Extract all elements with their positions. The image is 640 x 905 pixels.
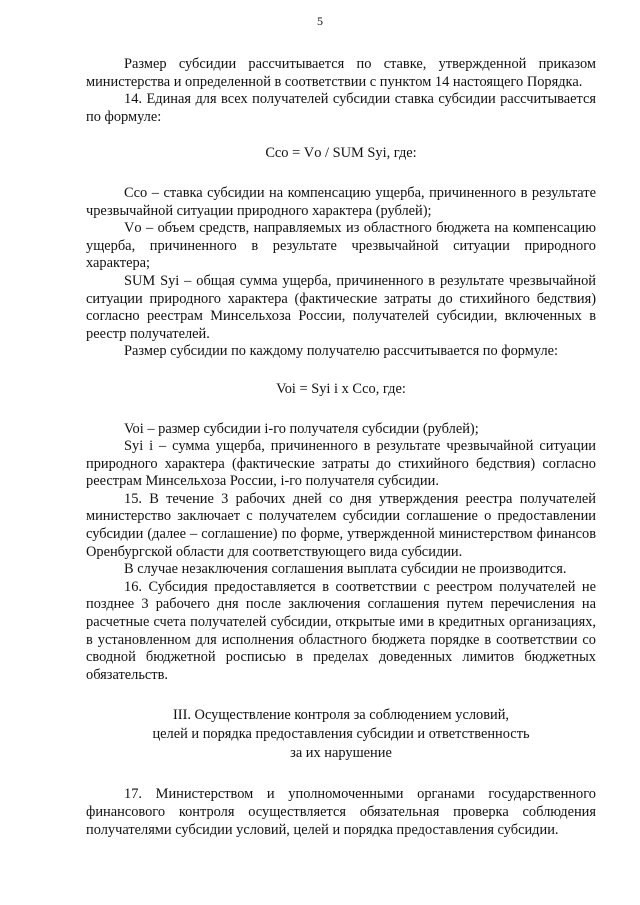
paragraph-15: 15. В течение 3 рабочих дней со дня утверждения реестра получателей министерство заключает с получателем субсидии соглашение о предоставлении субсидии (далее – соглашение) по форме, утвержденной министерством финансов Оренбургской области для соответствующего вида субсидии. [86, 490, 596, 560]
page-number: 5 [317, 14, 323, 28]
formula-rate: Cсо = Vо / SUM Syi, где: [265, 145, 417, 162]
paragraph-16: 16. Субсидия предоставляется в соответствии с реестром получателей не позднее 3 рабочего дня после заключения соглашения путем перечисления на расчетные счета получателей субсидии, открытые ими в кредитных организациях, в установленном для исполнения областного бюджета порядке в соответствии со сводной бюджетной росписью в пределах доведенных лимитов бюджетных обязательств. [86, 578, 596, 683]
formula-per-recipient: Voi = Syi i х Ссо, где: [276, 380, 406, 397]
definition-cso: Cсо – ставка субсидии на компенсацию ущерба, причиненного в результате чрезвычайной ситуации природного характера (рублей); [86, 184, 596, 219]
section-title-line: III. Осуществление контроля за соблюдением условий, [172, 707, 509, 724]
section-title-line: за их нарушение [290, 745, 392, 762]
definition-syi-i: Syi i – сумма ущерба, причиненного в результате чрезвычайной ситуации природного характера (фактические затраты до стихийного бедствия) согласно реестрам Минсельхоза России, i-го получателя субсидии. [86, 438, 596, 490]
paragraph-14: 14. Единая для всех получателей субсидии ставка субсидии рассчитывается по формуле: [86, 91, 596, 125]
document-body [86, 56, 596, 839]
paragraph-per-recipient: Размер субсидии по каждому получателю рассчитывается по формуле: [124, 343, 559, 360]
paragraph-17: 17. Министерством и уполномоченными органами государственного финансового контроля осуществляется обязательная проверка соблюдения получателями субсидии условий, целей и порядка предоставления субсидии. [86, 786, 596, 838]
definition-sum-syi: SUM Syi – общая сумма ущерба, причиненного в результате чрезвычайной ситуации природного характера (фактические затраты до стихийного бедствия) согласно реестрам Минсельхоза России, получателей субсидии, включенных в реестр получателей. [86, 272, 596, 342]
definition-voi: Voi – размер субсидии i-го получателя субсидии (рублей); [124, 420, 479, 437]
paragraph-no-agreement: В случае незаключения соглашения выплата субсидии не производится. [124, 561, 567, 578]
paragraph-subsidy-rate: Размер субсидии рассчитывается по ставке, утвержденной приказом министерства и определенной в соответствии с пунктом 14 настоящего Порядка. [86, 56, 596, 90]
section-title-iii [86, 706, 596, 763]
section-title-line: целей и порядка предоставления субсидии и ответственность [152, 726, 530, 743]
definition-vo: Vо – объем средств, направляемых из областного бюджета на компенсацию ущерба, причиненного в результате чрезвычайной ситуации природного характера; [86, 220, 596, 272]
